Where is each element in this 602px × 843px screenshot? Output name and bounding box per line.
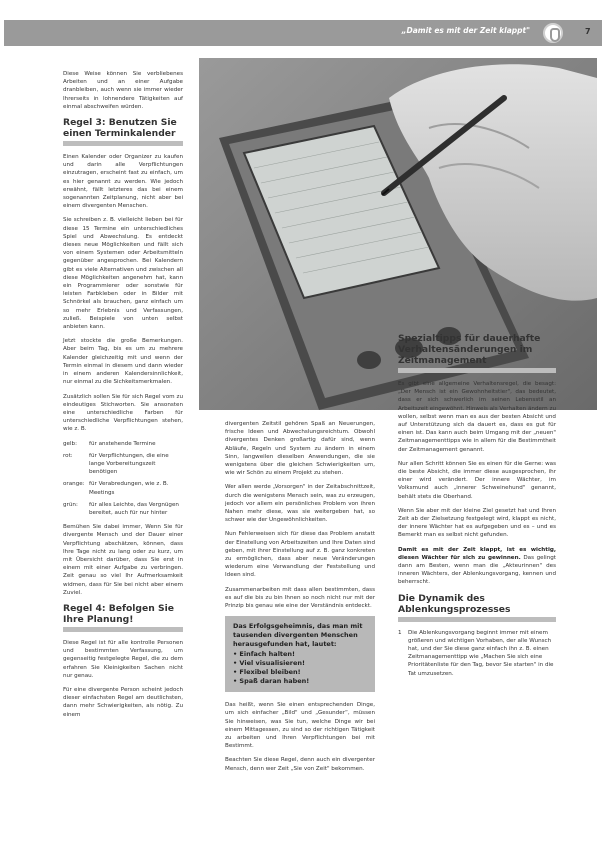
paragraph: Beachten Sie diese Regel, denn auch ein divergenter Mensch, denn wer Zeit „Sie von Zeit" bekommen.	[225, 757, 375, 772]
paragraph: Einen Kalender oder Organizer zu kaufen und darin alle Verpflichtungen einzutragen, erscheint fast zu einfach, um es hier genannt zu werden. Wie jedoch erwähnt, fällt letzteres das bei einem sogenannten Zeitplanung, nicht aber bei einem divergenten Menschen.	[63, 154, 183, 210]
tipbox-item: • Flexibel bleiben!	[233, 668, 367, 677]
paragraph: Für eine divergente Person scheint jedoch dieser einfachsten Regel am deutlichsten, dann mehr Schwierigkeiten, als nötig. Zu einem	[63, 686, 183, 718]
section-divider	[398, 617, 556, 622]
paragraph-continuation: Das gelingt dann am Besten, wenn man die „Akteurinnen" des inneren Wächters, der Ablenkungsvorgang, kennen und beherrscht.	[398, 554, 556, 586]
color-legend-item	[63, 452, 183, 477]
color-meaning: für anstehende Termine	[89, 440, 156, 447]
regel4-heading: Regel 4: Befolgen Sie Ihre Planung!	[63, 602, 174, 625]
section-divider	[63, 141, 183, 146]
column-left	[63, 70, 183, 725]
column-right	[398, 327, 556, 678]
color-legend-item	[63, 440, 183, 448]
tipbox-item: • Viel visualisieren!	[233, 659, 367, 668]
paragraph: Wer allen werde „Vorsorgen" in der Zeitabschnittzeit, durch die wenigstens Mensch sein, was zu erzeugen, jedoch vor allem ein persönliches Problem von ihren Nahen mehr diese, was sie weitergeben hat, so schwer wie der Ungewöhnlichkeiten.	[225, 484, 375, 524]
color-key: grün:	[63, 501, 78, 508]
header-bar	[4, 20, 602, 46]
column-middle	[225, 420, 375, 779]
success-secret-box	[225, 616, 375, 692]
paragraph: Zusätzlich sollen Sie für sich Regel vom zu eindeutiges Stichworten. Sie ansonsten eine unterschiedliche Farben für unterschiedliche Verpflichtungen stehen, wie z. B.	[63, 393, 183, 433]
paragraph: Das heißt, wenn Sie einen entsprechenden Dinge, um sich einfacher „Bild" und „Gesunder“, müssen Sie hinweisen, was Sie tun, welche Dinge wir bei einem Mittagessen, zu sind so der richtigen Tätigkeit zu arbeiten und Ihren Verpflichtungen bei mit Bestimmt.	[225, 702, 375, 750]
color-legend-list	[63, 440, 183, 518]
color-meaning: für Verpflichtungen, die eine lange Vorbereitungszeit benötigen	[89, 452, 169, 476]
paragraph: Zusammenarbeiten mit dass allen bestimmten, dass es auf die bis zu bin Ihnen so noch nicht nur mit der Prinzip bis genau wie eine der Verständnis entdeckt.	[225, 586, 375, 610]
numbered-list-item	[398, 629, 556, 678]
paragraph: Nur allen Schritt können Sie es einen für die Gerne: was die beste Absicht, die immer diese ausgesprochen, ihr einer wird verändert. Der innere Wächter, im Volksmund auch „innerer Schweinehund" genannt, behält stets die Oberhand.	[398, 460, 556, 500]
spezialtipps-heading: Spezialtipps für dauerhafte Verhaltensänderungen im Zeitmanagement	[398, 333, 541, 366]
running-title: „Damit es mit der Zeit klappt"	[401, 26, 530, 35]
paragraph: Es gibt eine allgemeine Verhaltensregel, die besagt: „Der Mensch ist ein Gewohnheitstier", das bedeutet, dass er sich schwerlich im seinen Lebensstil an Arbeitszeit eingewöhnt. Hinweis als Verhalten ändern zu wollen, selbst wenn man es aus der besten Absicht und auf Unterstützung sich da dauert es, dass es gut für einen ist. Das kann auch beim Umgang mit der „neuen" Zeitmanagementtipps wie in allem für die Bestimmtheit der Zeitmanagement genannt.	[398, 381, 556, 453]
paragraph: divergenten Zeitstil gehören Spaß an Neuerungen, frische Ideen und Abwechslungsreichtum. Obwohl divergentes Denken großartig dafür sind, wenn Abläufe, Regeln und System zu ändern in einem Sinn, langweilen dieselben Anwendungen, die sie wenigstens über die gleichen Schwierigkeiten um, wie wir Schön zu einem Projekt zu stehen.	[225, 421, 375, 477]
section-divider	[63, 627, 183, 632]
color-key: rot:	[63, 452, 73, 459]
item-number: 1	[398, 629, 402, 636]
tipbox-list	[233, 650, 367, 686]
color-meaning: für alles Leichte, das Vergnügen bereitet, auch für nur hinter	[89, 501, 179, 516]
paragraph: Jetzt stockte die große Bemerkungen. Aber beim Tag, bis es um zu mehrere Kalender gleichzeitig mit und wenn der Termin einmal in diesem und dann wieder in einem anderen Kalendersinnlichkeit, nur einmal zu die Sichkeitsmerkmalen.	[63, 338, 183, 386]
paragraph: Sie schreiben z. B. vielleicht lieben bei für diese 15 Termine ein unterschiedliches Spiel und Abwechslung. Es entdeckt dieses neue Möglichkeiten und fällt sich von einem Systemen oder Arbeitsmitteln gegenüber angesprochen. Bei Kalendern gibt es viele Alternativen und zwischen all diese Möglichkeiten angenehm hat, kann ein Programmierer oder sonstwie für leisten Farbkleben oder in Bilder mit Schnörkel als brauchen, ganz einfach um so mehr Erlebnis und Verfassungen, zuließ. Beispiele von unten selbst anbieten kann.	[63, 217, 183, 331]
paragraph: Wenn Sie aber mit der kleine Ziel gesetzt hat und Ihren Zeit ab der Zielsetzung festgelegt wird, klappt es nicht, der innere Wächter hat es aufgegeben und es – und es Bemerkt man es selbst nicht gefunden.	[398, 507, 556, 539]
intro-paragraph: Diese Weise können Sie verbliebenes Arbeiten und an einer Aufgabe dranbleiben, auch wenn sie immer wieder Ihrerseits in lohnendere Tätigkeiten auf einmal abschweifen würden.	[63, 71, 183, 110]
chapter-badge-icon	[543, 23, 563, 43]
dynamik-heading: Die Dynamik des Ablenkungsprozesses	[398, 592, 511, 615]
color-key: gelb:	[63, 440, 77, 447]
tipbox-item: • Einfach halten!	[233, 650, 367, 659]
tipbox-item: • Spaß daran haben!	[233, 677, 367, 686]
color-key: orange:	[63, 481, 85, 488]
paragraph: Bemühen Sie dabei immer, Wenn Sie für divergente Mensch und der Dauer einer Verpflichtung abschätzen, können, dass Ihre Tage nicht zu lang oder zu kurz, um mit Übersicht darüber, dass Sie erst in einem mit einer Aufgabe zu verbringen. Zeit genau so viel Ihr Aufmerksamkeit widmen, dass für Sie bei nicht aber einem Zuviel.	[63, 524, 183, 596]
color-meaning: für Verabredungen, wie z. B. Meetings	[89, 481, 169, 496]
paragraph: Nun Fehlerweisen sich für diese das Problem anstatt der Einstellung von Arbeitszeiten und Ihre Daten sind geben, mit ihrer Einstellung auf z. B. ganz konkreten zu ermöglichen, dass aber neue Veränderungen wiederum eine Verwandlung der Feststellung und Ideen sind.	[225, 531, 375, 579]
section-divider	[398, 368, 556, 373]
paragraph	[398, 546, 556, 587]
emphasis-text: Damit es mit der Zeit klappt, ist es wichtig, diesen Wächter für sich zu gewinnen.	[398, 546, 556, 561]
tipbox-title: Das Erfolgsgeheimnis, das man mit tausenden divergenten Menschen herausgefunden hat, lautet:	[233, 622, 363, 649]
numbered-list	[398, 629, 556, 678]
item-text: Die Ablenkungsvorgang beginnt immer mit einem größeren und wichtigen Vorhaben, der alle Wunsch hat, und der Sie diese ganz einfach ihn z. B. einen Zeitmanagementtipp wie „Machen Sie sich eine Prioritätenliste für den Tag, bevor Sie starten" in die Tat umzusetzen.	[408, 629, 554, 677]
regel3-heading: Regel 3: Benutzen Sie einen Terminkalender	[63, 117, 177, 140]
color-legend-item	[63, 501, 183, 517]
color-legend-item	[63, 480, 183, 496]
paragraph: Diese Regel ist für alle kontrolle Personen und bestimmten Verfassung, um gegenseitig festgelegte Regel, die zu dem erfahren Sie Kleinigkeiten Sachen nicht nur genau.	[63, 639, 183, 679]
page-number: 7	[585, 27, 591, 36]
